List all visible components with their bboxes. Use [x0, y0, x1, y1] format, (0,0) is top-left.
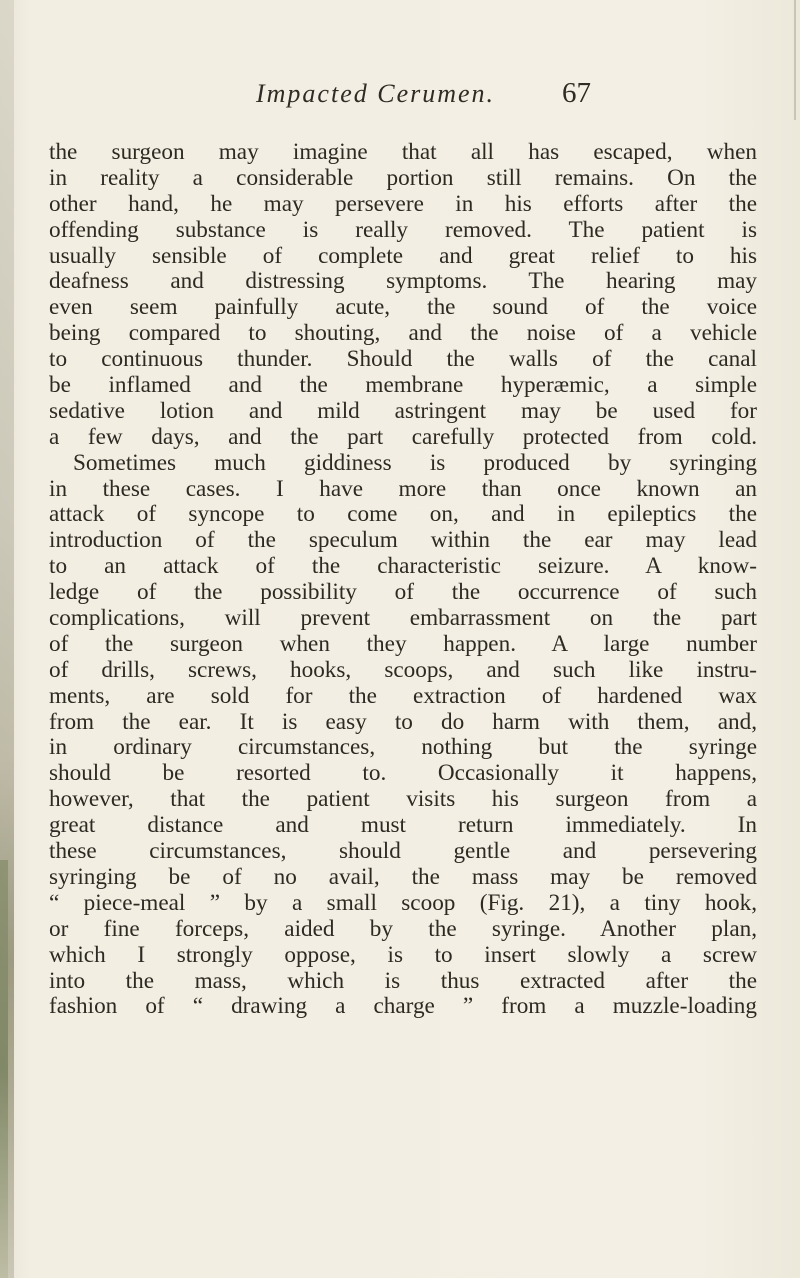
page-number: 67 — [562, 77, 591, 109]
text-line: syringing be of no avail, the mass may be removed — [49, 863, 757, 890]
page-binding-edge — [0, 0, 14, 1278]
text-line: of the surgeon when they happen. A large number — [49, 630, 757, 657]
text-line: which I strongly oppose, is to insert slowly a screw — [49, 941, 757, 968]
running-header — [256, 77, 656, 113]
text-line: being compared to shouting, and the noise of a vehicle — [49, 320, 757, 347]
text-line: usually sensible of complete and great relief to his — [49, 242, 757, 269]
text-line: even seem painfully acute, the sound of the voice — [49, 294, 757, 321]
text-line: deafness and distressing symptoms. The hearing may — [49, 268, 757, 295]
text-line: offending substance is really removed. The patient is — [49, 216, 757, 243]
text-line: should be resorted to. Occasionally it happens, — [49, 760, 757, 787]
text-line: introduction of the speculum within the ear may lead — [49, 527, 757, 554]
text-line: “ piece-meal ” by a small scoop (Fig. 21), a tiny hook, — [49, 889, 757, 916]
text-line: be inflamed and the membrane hyperæmic, a simple — [49, 372, 757, 399]
text-line: these circumstances, should gentle and persevering — [49, 838, 757, 865]
text-line: in reality a considerable portion still remains. On the — [49, 164, 757, 191]
text-line: a few days, and the part carefully protected from cold. — [49, 423, 757, 450]
text-line: to continuous thunder. Should the walls of the canal — [49, 346, 757, 373]
text-line: other hand, he may persevere in his efforts after the — [49, 190, 757, 217]
text-line: or fine forceps, aided by the syringe. Another plan, — [49, 915, 757, 942]
body-text — [49, 140, 757, 1020]
text-line: attack of syncope to come on, and in epileptics the — [49, 501, 757, 528]
text-line: however, that the patient visits his surgeon from a — [49, 786, 757, 813]
text-line: to an attack of the characteristic seizure. A know- — [49, 553, 757, 580]
text-line: sedative lotion and mild astringent may be used for — [49, 397, 757, 424]
text-line: of drills, screws, hooks, scoops, and such like instru- — [49, 656, 757, 683]
text-line: the surgeon may imagine that all has escaped, when — [49, 139, 757, 165]
text-line: ledge of the possibility of the occurrence of such — [49, 579, 757, 606]
text-line: complications, will prevent embarrassment on the part — [49, 605, 757, 632]
text-line: great distance and must return immediately. In — [49, 812, 757, 839]
page-edge-mark — [794, 0, 796, 120]
text-line: into the mass, which is thus extracted after the — [49, 967, 757, 994]
text-line: ments, are sold for the extraction of hardened wax — [49, 682, 757, 709]
text-line: in these cases. I have more than once known an — [49, 475, 757, 502]
text-line: in ordinary circumstances, nothing but the syringe — [49, 734, 757, 761]
text-line: from the ear. It is easy to do harm with them, and, — [49, 708, 757, 735]
text-line-paragraph-start: Sometimes much giddiness is produced by syringing — [73, 449, 757, 476]
running-title: Impacted Cerumen. — [256, 79, 496, 108]
text-line: fashion of “ drawing a charge ” from a muzzle-loading — [49, 993, 757, 1020]
